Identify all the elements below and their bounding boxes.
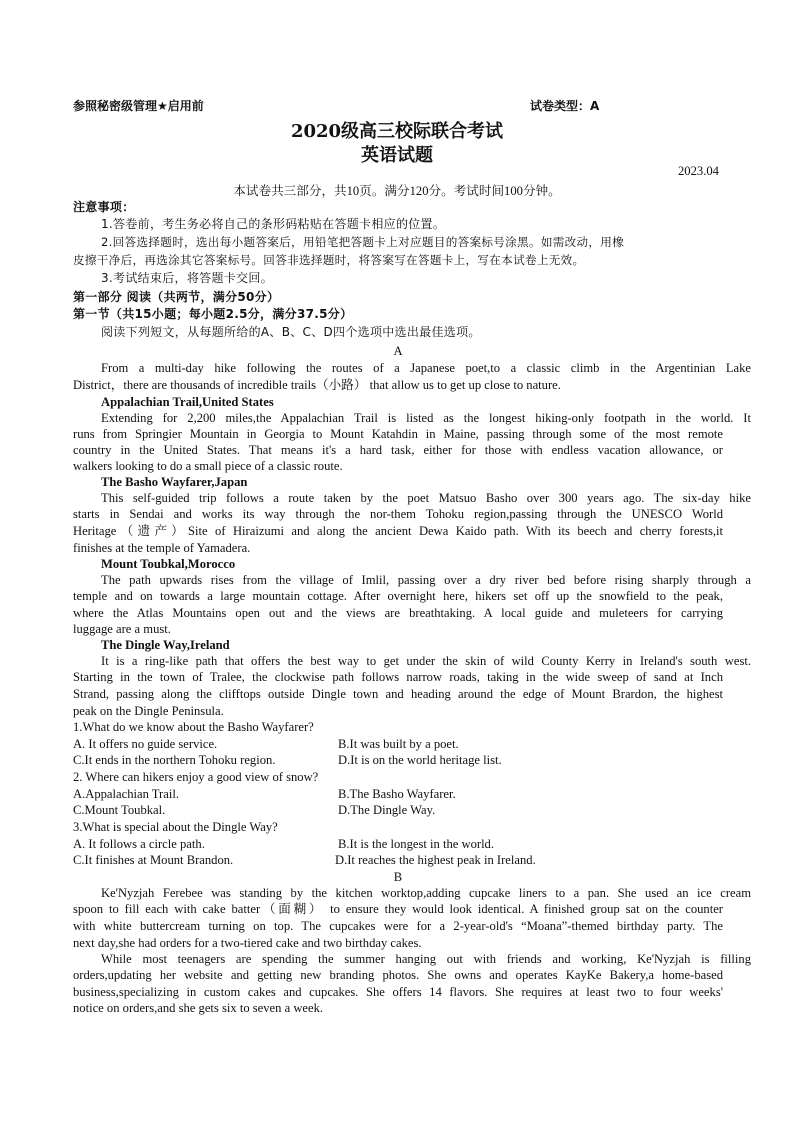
trail-2-line-1: This self-guided trip follows a route taken by the poet Matsuo Basho over 300 years ago. The six-day hike <box>101 491 751 505</box>
question-1-options-ab <box>73 736 723 752</box>
confidential-label: 参照秘密级管理★启用前 <box>73 99 204 113</box>
question-3-option-b: B.It is the longest in the world. <box>338 837 495 851</box>
trail-1-title: Appalachian Trail,United States <box>101 395 274 409</box>
trail-3-line-1: The path upwards rises from the village of Imlil, passing over a dry river bed before rising sharply through a <box>101 573 751 587</box>
question-3-options-ab <box>73 836 723 852</box>
passage-a-intro-1: From a multi-day hike following the routes of a Japanese poet,to a classic climb in the Argentinian Lake <box>101 361 751 375</box>
exam-info: 本试卷共三部分，共10页。满分120分。考试时间100分钟。 <box>233 184 561 198</box>
passage-a-intro-2: District，there are thousands of incredible trails（小路） that allow us to get up close to nature. <box>73 378 561 392</box>
question-3-option-a: A. It follows a circle path. <box>73 837 205 851</box>
trail-4-line-4: peak on the Dingle Peninsula. <box>73 704 224 718</box>
question-3-option-c: C.It finishes at Mount Brandon. <box>73 853 234 867</box>
note-1: 1.答卷前，考生务必将自己的条形码粘贴在答题卡相应的位置。 <box>101 217 446 231</box>
passage-b-p1-line-2: spoon to fill each with cake batter（面糊） to ensure they would look identical. A finished group sat on the counter <box>73 902 723 916</box>
trail-3-line-4: luggage are a must. <box>73 622 171 636</box>
trail-3-line-2: temple and on towards a large mountain cottage. After overnight here, hikers set off up the snowfield to the peak, <box>73 589 723 603</box>
trail-2-title: The Basho Wayfarer,Japan <box>101 475 248 489</box>
question-3: 3.What is special about the Dingle Way? <box>73 820 278 834</box>
passage-b-p1-line-4: next day,she had orders for a two-tiered cake and two birthday cakes. <box>73 936 422 950</box>
trail-2-line-3: Heritage（遗产）Site of Hiraizumi and along the ancient Dewa Kaido path. With its beech and cherry forests,it <box>73 524 723 538</box>
trail-2-line-4: finishes at the temple of Yamadera. <box>73 541 251 555</box>
passage-b-p2-line-1: While most teenagers are spending the summer hanging out with friends and working, Ke'Nyzjah is filling <box>101 952 751 966</box>
question-1-options-cd <box>73 752 723 768</box>
question-1-option-c: C.It ends in the northern Tohoku region. <box>73 753 276 767</box>
question-2-options-cd <box>73 802 723 818</box>
part1-heading: 第一部分 阅读（共两节，满分50分） <box>73 290 280 304</box>
question-1: 1.What do we know about the Basho Wayfarer? <box>73 720 314 734</box>
question-2-option-c: C.Mount Toubkal. <box>73 803 166 817</box>
question-3-option-d: D.It reaches the highest peak in Ireland. <box>335 853 536 867</box>
question-1-option-d: D.It is on the world heritage list. <box>338 753 502 767</box>
passage-b-p2-line-2: orders,updating her website and getting new branding photos. She owns and operates KayKe Bakery,a home-based <box>73 968 723 982</box>
trail-4-line-2: Starting in the town of Tralee, the clockwise path follows narrow roads, taking in the wide sweep of sand at Inch <box>73 670 723 684</box>
trail-1-line-4: walkers looking to do a small piece of a classic route. <box>73 459 343 473</box>
question-3-options-cd <box>73 852 723 868</box>
trail-4-line-1: It is a ring-like path that offers the best way to get under the skin of wild County Kerry in Ireland's south west. <box>101 654 751 668</box>
passage-b-p1-line-3: with white buttercream turning on top. The cupcakes were for a 2-year-old's “Moana”-themed birthday party. The <box>73 919 723 933</box>
question-1-option-a: A. It offers no guide service. <box>73 737 218 751</box>
trail-2-line-2: starts in Sendai and works its way through the nor-them Tohoku region,passing through the UNESCO World <box>73 507 723 521</box>
note-2-line-2: 皮擦干净后，再选涂其它答案标号。回答非选择题时，将答案写在答题卡上，写在本试卷上无效。 <box>73 253 585 267</box>
passage-a-label: A <box>393 344 403 358</box>
paper-type-label: 试卷类型：A <box>530 99 600 113</box>
trail-3-title: Mount Toubkal,Morocco <box>101 557 236 571</box>
question-2-options-ab <box>73 786 723 802</box>
exam-title: 2020级高三校际联合考试 <box>290 121 504 142</box>
exam-subtitle: 英语试题 <box>361 145 433 166</box>
question-2-option-d: D.The Dingle Way. <box>338 803 436 817</box>
notes-heading: 注意事项： <box>73 200 135 214</box>
section1-instruction: 阅读下列短文，从每题所给的A、B、C、D四个选项中选出最佳选项。 <box>101 325 481 339</box>
question-2-option-b: B.The Basho Wayfarer. <box>338 787 456 801</box>
trail-1-line-1: Extending for 2,200 miles,the Appalachian Trail is listed as the longest hiking-only footpath in the world. It <box>101 411 751 425</box>
trail-3-line-3: where the Atlas Mountains open out and the views are breathtaking. A local guide and muleteers for carrying <box>73 606 723 620</box>
exam-date: 2023.04 <box>678 164 719 178</box>
passage-b-label: B <box>393 870 403 884</box>
trail-4-title: The Dingle Way,Ireland <box>101 638 230 652</box>
note-3: 3.考试结束后，将答题卡交回。 <box>101 271 273 285</box>
question-2-option-a: A.Appalachian Trail. <box>73 787 179 801</box>
section1-heading: 第一节（共15小题；每小题2.5分，满分37.5分） <box>73 307 353 321</box>
trail-4-line-3: Strand, passing along the clifftops outside Dingle town and heading around the edge of Mount Brardon, the highest <box>73 687 723 701</box>
trail-1-line-2: runs from Springier Mountain in Georgia to Mount Katahdin in Maine, passing through some of the most remote <box>73 427 723 441</box>
trail-1-line-3: country in the United States. That means it's a hard task, either for those with endless vacation allowance, or <box>73 443 723 457</box>
passage-b-p2-line-3: business,specializing in custom cakes and cupcakes. She offers 14 flavors. She requires at least two to four weeks' <box>73 985 723 999</box>
question-1-option-b: B.It was built by a poet. <box>338 737 459 751</box>
passage-b-p1-line-1: Ke'Nyzjah Ferebee was standing by the kitchen worktop,adding cupcake liners to a pan. She used an ice cream <box>101 886 751 900</box>
passage-b-p2-line-4: notice on orders,and she gets six to seven a week. <box>73 1001 324 1015</box>
note-2-line-1: 2.回答选择题时，选出每小题答案后，用铅笔把答题卡上对应题目的答案标号涂黑。如需改动，用橡 <box>101 235 625 249</box>
question-2: 2. Where can hikers enjoy a good view of snow? <box>73 770 319 784</box>
